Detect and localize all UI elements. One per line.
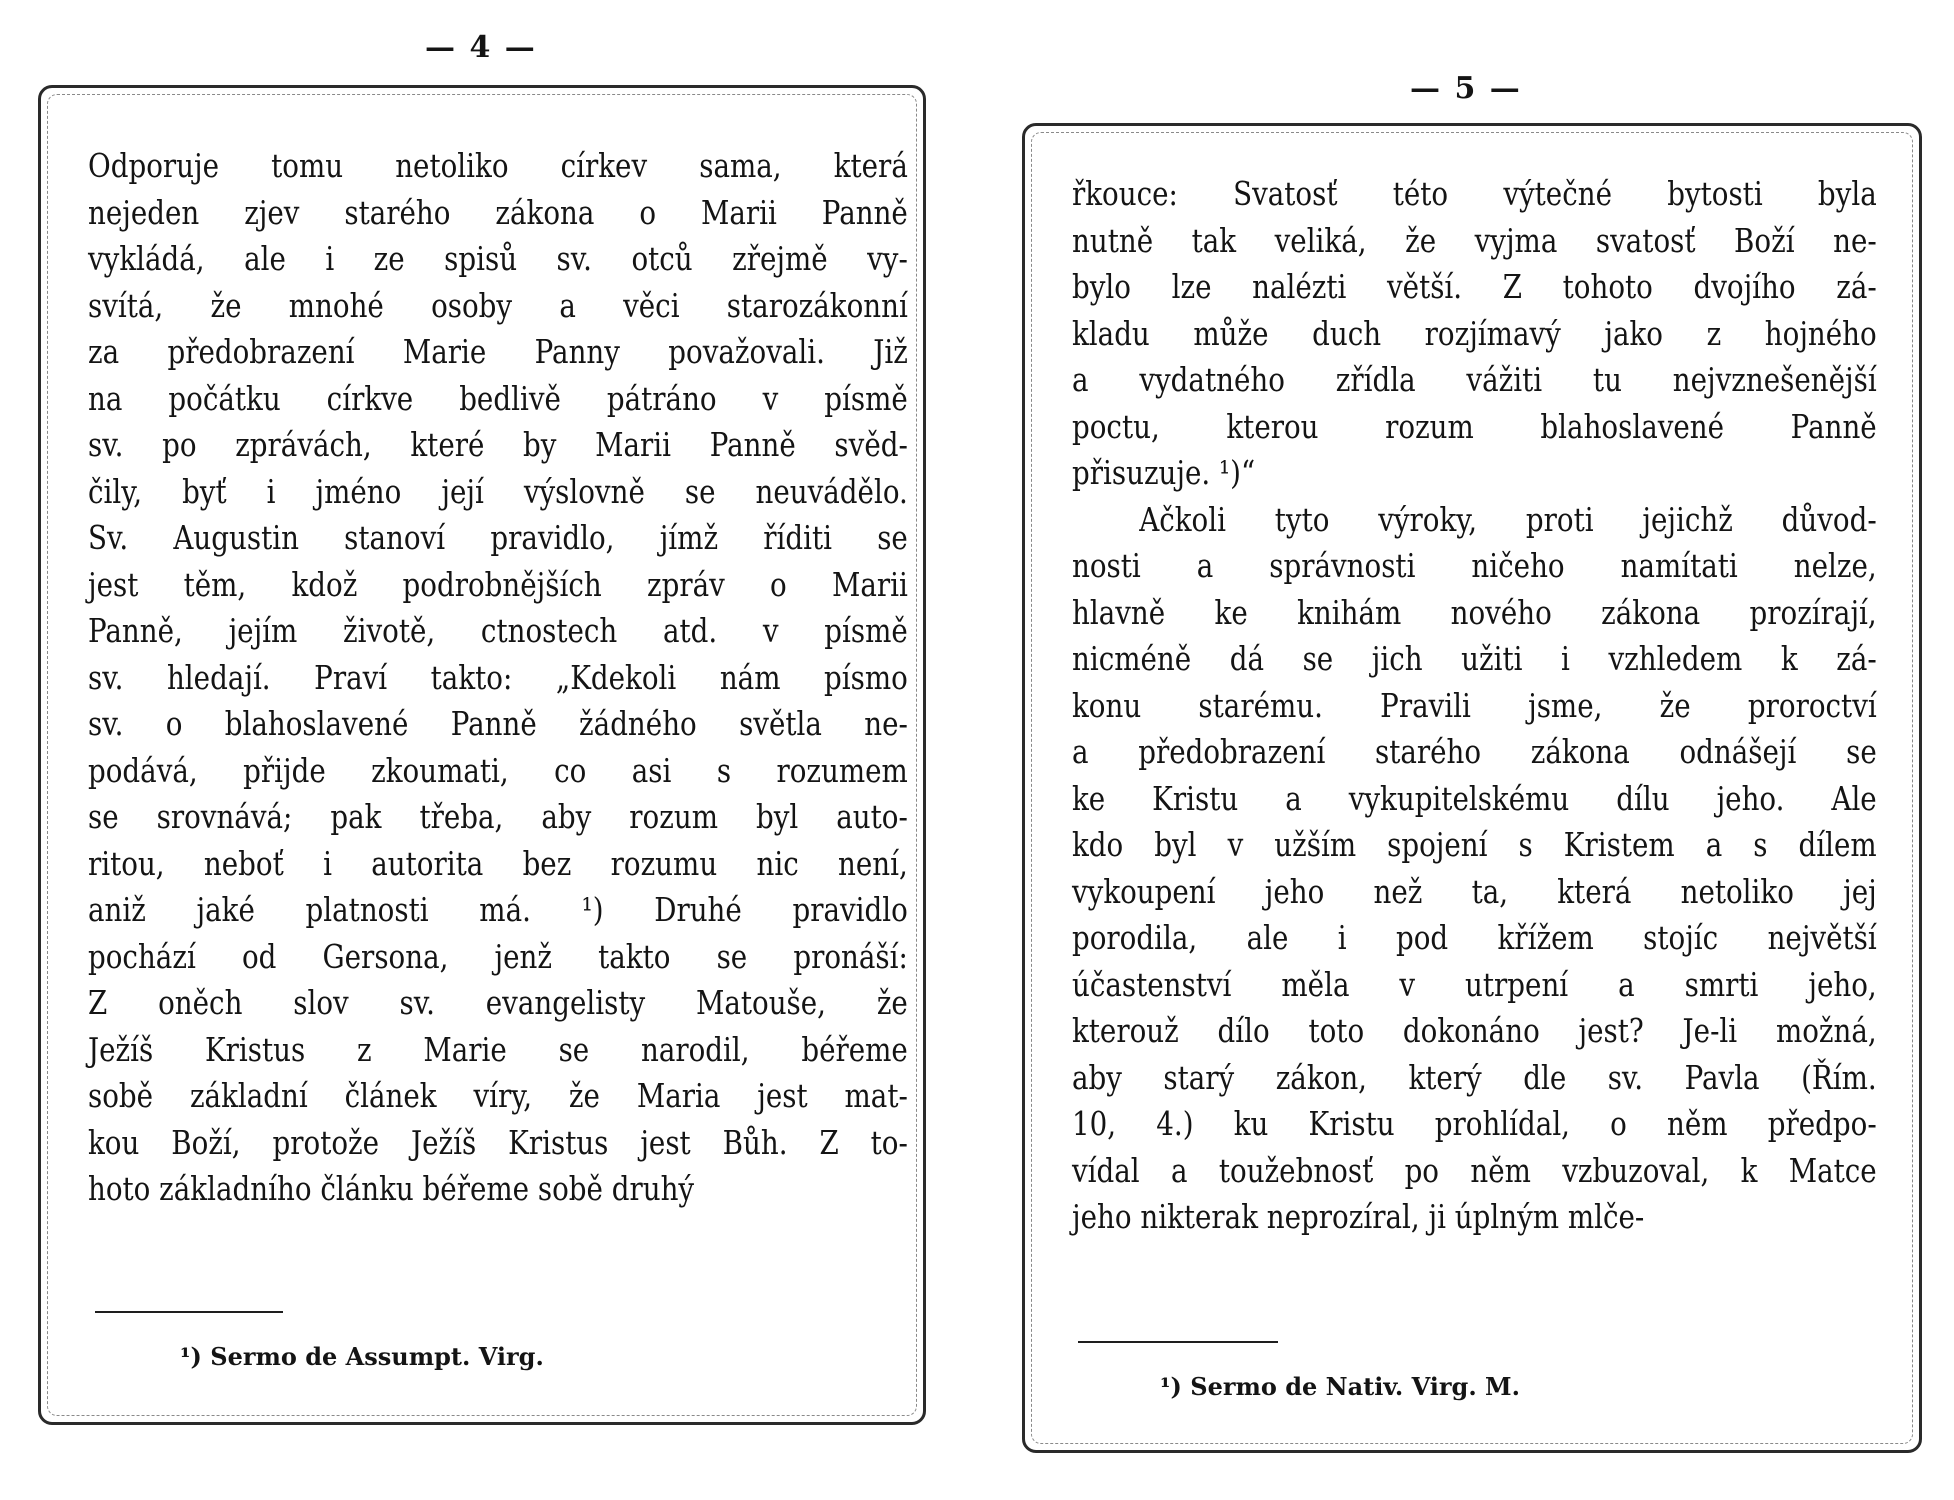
text-line: Odporuje tomu netoliko církev sama, která xyxy=(88,146,908,185)
left-footnote-marker: ¹) xyxy=(180,1342,202,1371)
text-line: jeho nikterak neprozíral, ji úplným mlče- xyxy=(1072,1197,1645,1236)
left-page-number: — 4 — xyxy=(425,30,537,65)
left-footnote-rule xyxy=(95,1311,283,1313)
text-line: se srovnává; pak třeba, aby rozum byl auto- xyxy=(88,797,908,836)
text-line: hlavně ke knihám nového zákona prozírají, xyxy=(1072,592,1877,632)
text-line: čily, byť i jméno její výslovně se neuvádělo. xyxy=(88,471,908,511)
text-line: svítá, že mnohé osoby a věci starozákonní xyxy=(88,285,908,325)
text-line: Ježíš Kristus z Marie se narodil, béřeme xyxy=(88,1029,908,1069)
text-line: kladu může duch rozjímavý jako z hojného xyxy=(1072,313,1877,353)
text-line: kou Boží, protože Ježíš Kristus jest Bůh. Z to- xyxy=(88,1122,908,1162)
left-footnote-text: Sermo de Assumpt. Virg. xyxy=(210,1342,544,1371)
text-line: Ačkoli tyto výroky, proti jejichž důvod- xyxy=(1139,499,1877,539)
right-footnote-text: Sermo de Nativ. Virg. M. xyxy=(1190,1372,1520,1401)
text-line: porodila, ale i pod křížem stojíc největší xyxy=(1072,918,1877,957)
text-line: vídal a toužebnosť po něm vzbuzoval, k Matce xyxy=(1072,1150,1877,1190)
text-line: přisuzuje. ¹)“ xyxy=(1072,453,1256,492)
text-line: nicméně dá se jich užiti i vzhledem k zá- xyxy=(1072,639,1877,678)
text-line: kterouž dílo toto dokonáno jest? Je-li možná, xyxy=(1072,1011,1877,1050)
text-line: na počátku církve bedlivě pátráno v písmě xyxy=(88,378,908,418)
right-page-body xyxy=(1072,171,1877,1241)
right-footnote-marker: ¹) xyxy=(1160,1372,1182,1401)
text-line: účastenství měla v utrpení a smrti jeho, xyxy=(1072,964,1877,1004)
left-page-body xyxy=(88,143,908,1213)
text-line: podává, přijde zkoumati, co asi s rozumem xyxy=(88,750,908,790)
text-line: vykládá, ale i ze spisů sv. otců zřejmě vy- xyxy=(88,239,908,278)
text-line: aby starý zákon, který dle sv. Pavla (Řím. xyxy=(1072,1057,1877,1097)
text-line: nutně tak veliká, že vyjma svatosť Boží ne- xyxy=(1072,220,1877,260)
text-line: za předobrazení Marie Panny považovali. Již xyxy=(88,332,908,371)
text-line: ritou, neboť i autorita bez rozumu nic není, xyxy=(88,843,908,883)
text-line: sv. hledají. Praví takto: „Kdekoli nám písmo xyxy=(88,657,908,697)
text-line: pochází od Gersona, jenž takto se pronáší: xyxy=(88,936,908,976)
text-line: aniž jaké platnosti má. ¹) Druhé pravidlo xyxy=(88,890,908,929)
text-line: konu starému. Pravili jsme, že proroctví xyxy=(1072,685,1877,725)
text-line: a předobrazení starého zákona odnášejí se xyxy=(1072,732,1877,771)
text-line: jest těm, kdož podrobnějších zpráv o Marii xyxy=(88,564,908,604)
text-line: nejeden zjev starého zákona o Marii Panně xyxy=(88,192,908,232)
text-line: Sv. Augustin stanoví pravidlo, jímž říditi se xyxy=(88,518,908,557)
text-line: Panně, jejím životě, ctnostech atd. v písmě xyxy=(88,611,908,650)
text-line: 10, 4.) ku Kristu prohlídal, o něm předpo- xyxy=(1072,1104,1877,1143)
text-line: vykoupení jeho než ta, která netoliko jej xyxy=(1072,871,1877,911)
text-line: Z oněch slov sv. evangelisty Matouše, že xyxy=(88,983,908,1022)
right-footnote-rule xyxy=(1078,1341,1278,1343)
text-line: sv. o blahoslavené Panně žádného světla ne- xyxy=(88,704,908,743)
text-line: kdo byl v užším spojení s Kristem a s dílem xyxy=(1072,825,1877,864)
text-line: a vydatného zřídla vážiti tu nejvznešenější xyxy=(1072,360,1877,399)
right-footnote xyxy=(1160,1372,1520,1401)
text-line: ke Kristu a vykupitelskému dílu jeho. Ale xyxy=(1072,778,1877,818)
text-line: hoto základního článku béřeme sobě druhý xyxy=(88,1169,695,1208)
text-line: sobě základní článek víry, že Maria jest mat- xyxy=(88,1076,908,1115)
text-line: řkouce: Svatosť této výtečné bytosti byla xyxy=(1072,174,1877,213)
text-line: poctu, kterou rozum blahoslavené Panně xyxy=(1072,406,1877,446)
text-line: bylo lze nalézti větší. Z tohoto dvojího zá- xyxy=(1072,267,1877,306)
left-footnote xyxy=(180,1342,544,1371)
right-page-number: — 5 — xyxy=(1410,71,1522,106)
text-line: nosti a správnosti ničeho namítati nelze, xyxy=(1072,546,1877,585)
text-line: sv. po zprávách, které by Marii Panně svěd- xyxy=(88,425,908,464)
